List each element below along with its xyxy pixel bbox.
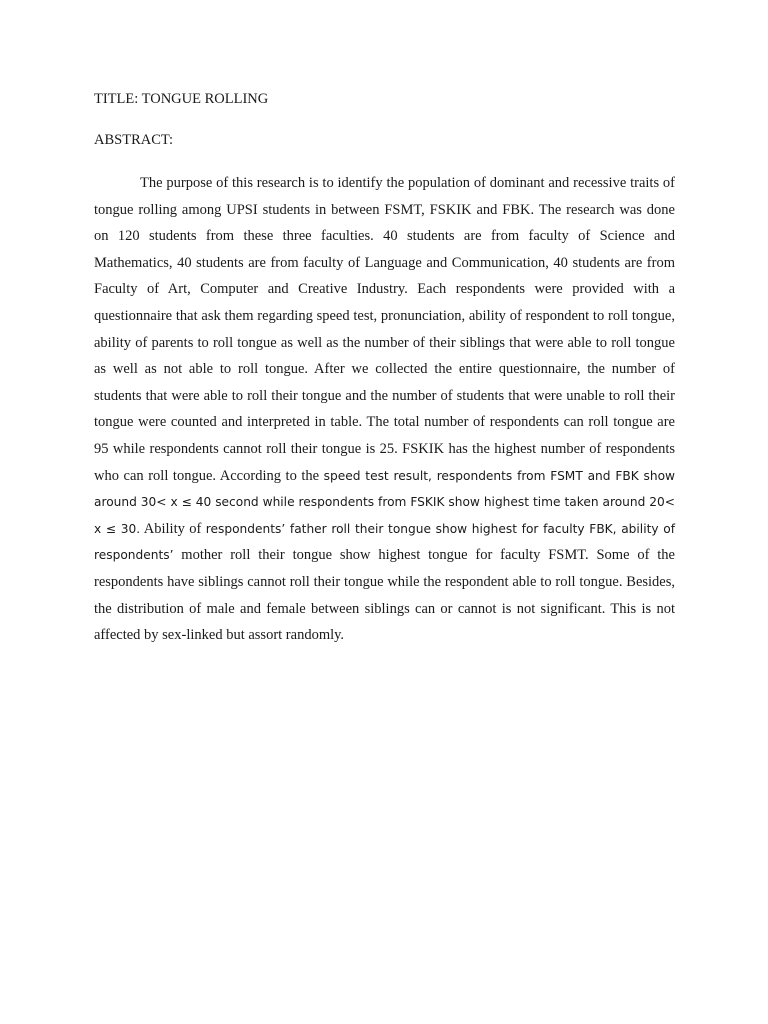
abstract-paragraph (94, 170, 675, 649)
abstract-heading: ABSTRACT: (94, 132, 174, 148)
abstract-text-part-4: respondents’ father roll their tongue show highest for faculty FBK, ability of respondents’ (94, 521, 675, 563)
abstract-text-part-5: mother roll their tongue show highest tongue for faculty FSMT. Some of the respondents have siblings cannot roll their tongue while the respondent able to roll tongue. Besides, the distribution of male and female between siblings can or cannot is not significant. This is not affected by sex-linked but assort randomly. (94, 547, 675, 644)
abstract-text-part-1: The purpose of this research is to identify the population of dominant and recessive traits of tongue rolling among UPSI students in between FSMT, FSKIK and FBK. The research was done on 120 students from these three faculties. 40 students are from faculty of Science and Mathematics, 40 students are from faculty of Language and Communication, 40 students are from Faculty of Art, Computer and Creative Industry. Each respondents were provided with a questionnaire that ask them regarding speed test, pronunciation, ability of respondent to roll tongue, ability of parents to roll tongue as well as the number of their siblings that were able to roll tongue as well as not able to roll tongue. After we collected the entire questionnaire, the number of students that were able to roll their tongue and the number of students that were unable to roll their tongue were counted and interpreted in table. The total number of respondents can roll tongue are 95 while respondents cannot roll their tongue is 25. FSKIK has the highest number of respondents who can roll tongue. According to the (94, 175, 675, 484)
abstract-text-part-3: Ability of (140, 520, 206, 537)
abstract-text-part-2: speed test result, respondents from FSMT and FBK show around 30< x ≤ 40 second while respondents from FSKIK show highest time taken around 20< x ≤ 30. (94, 468, 675, 536)
document-title: TITLE: TONGUE ROLLING (94, 91, 269, 107)
